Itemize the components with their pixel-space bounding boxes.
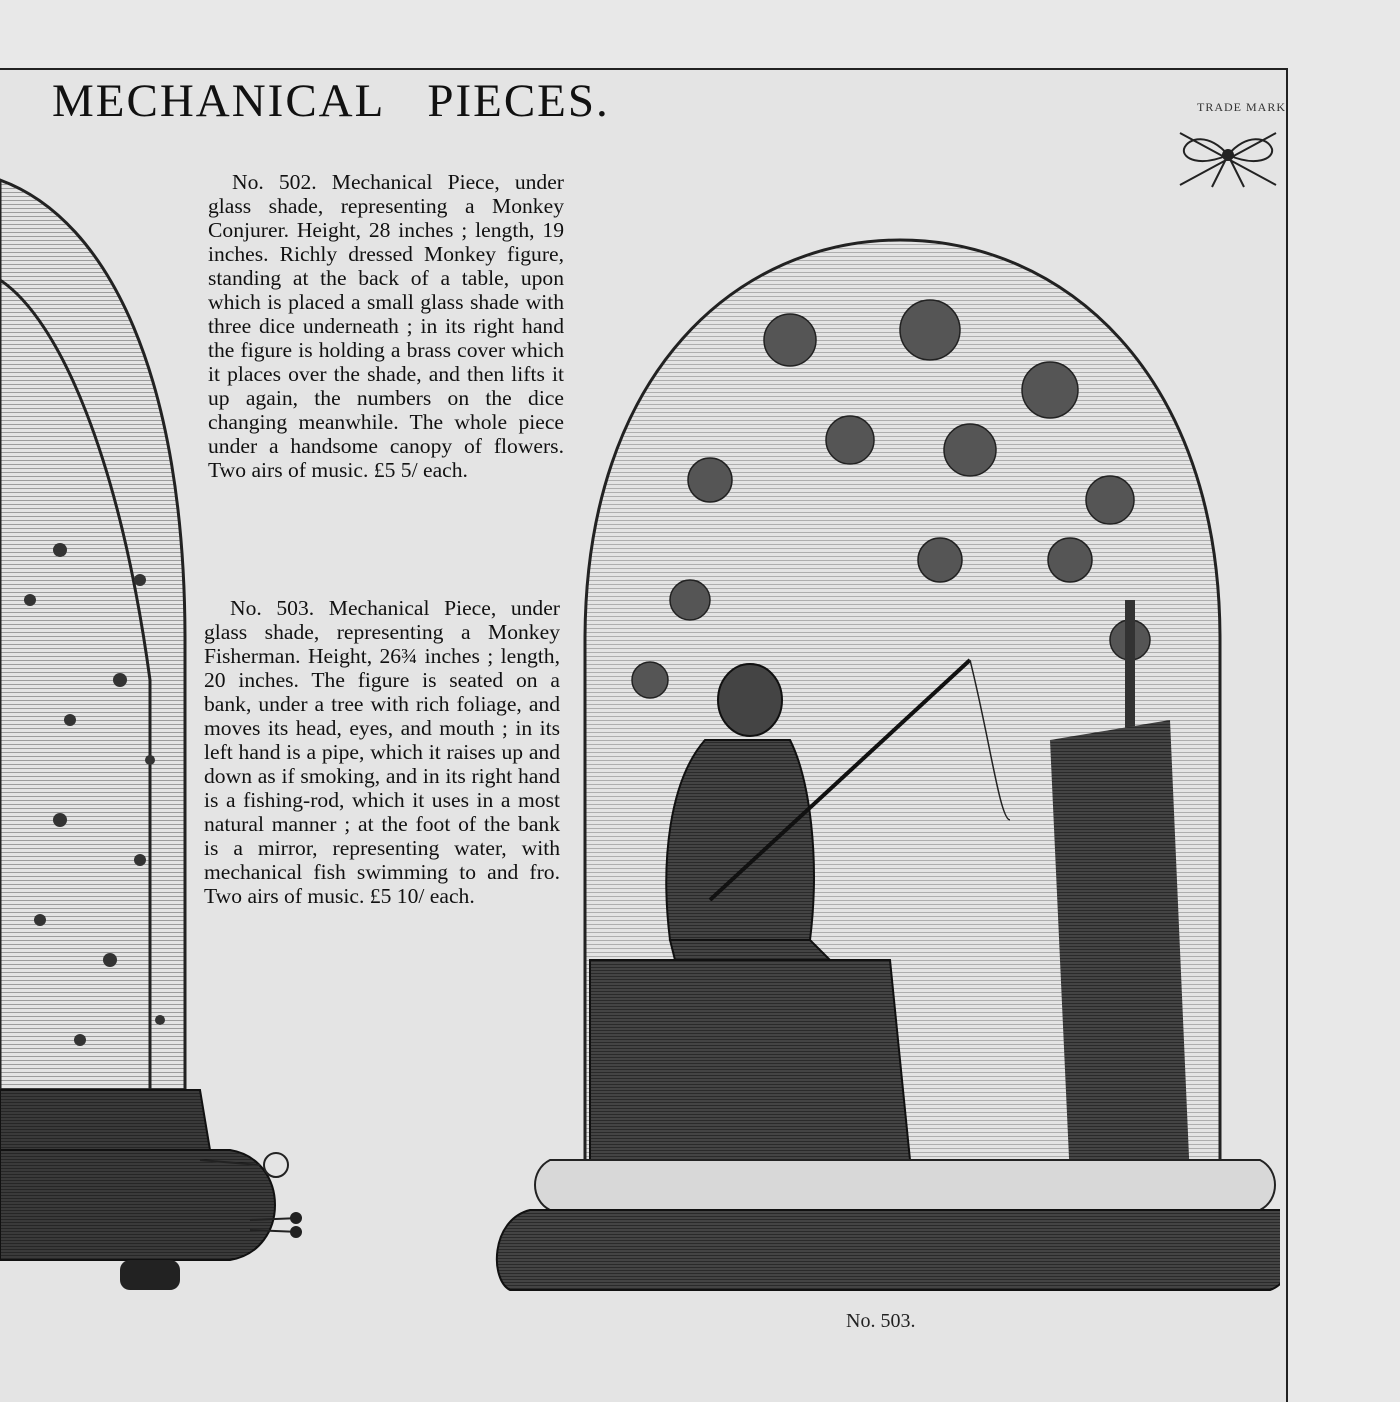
page-title: MECHANICAL PIECES.: [52, 75, 610, 127]
item-502-description: No. 502. Mechanical Piece, under glass shade, representing a Monkey Conjurer. Height, 28 inches ; length, 19 inches. Richly dressed Monkey figure, standing at the back of a table, upon which is placed a small glass shade with three dice underneath ; in its right hand the figure is holding a brass cover which it places over the shade, and then lifts it up again, the numbers on the dice changing meanwhile. The whole piece under a handsome canopy of flowers. Two airs of music. £5 5/ each.: [208, 170, 564, 482]
bow-arrows-trademark-icon: [1170, 115, 1286, 195]
item-503-illustration: [490, 220, 1280, 1300]
item-502-illustration: [0, 160, 310, 1320]
illustration-caption: No. 503.: [846, 1310, 916, 1332]
trademark: [1170, 100, 1286, 200]
item-503-description: No. 503. Mechanical Piece, under glass shade, representing a Monkey Fisherman. Height, 26¾ inches ; length, 20 inches. The figure is seated on a bank, under a tree with rich foliage, and moves its head, eyes, and mouth ; in its left hand is a pipe, which it raises up and down as if smoking, and in its right hand is a fishing-rod, which it uses in a most natural manner ; at the foot of the bank is a mirror, representing water, with mechanical fish swimming to and fro. Two airs of music. £5 10/ each.: [204, 596, 560, 908]
trademark-label: TRADE MARK: [1196, 100, 1286, 114]
